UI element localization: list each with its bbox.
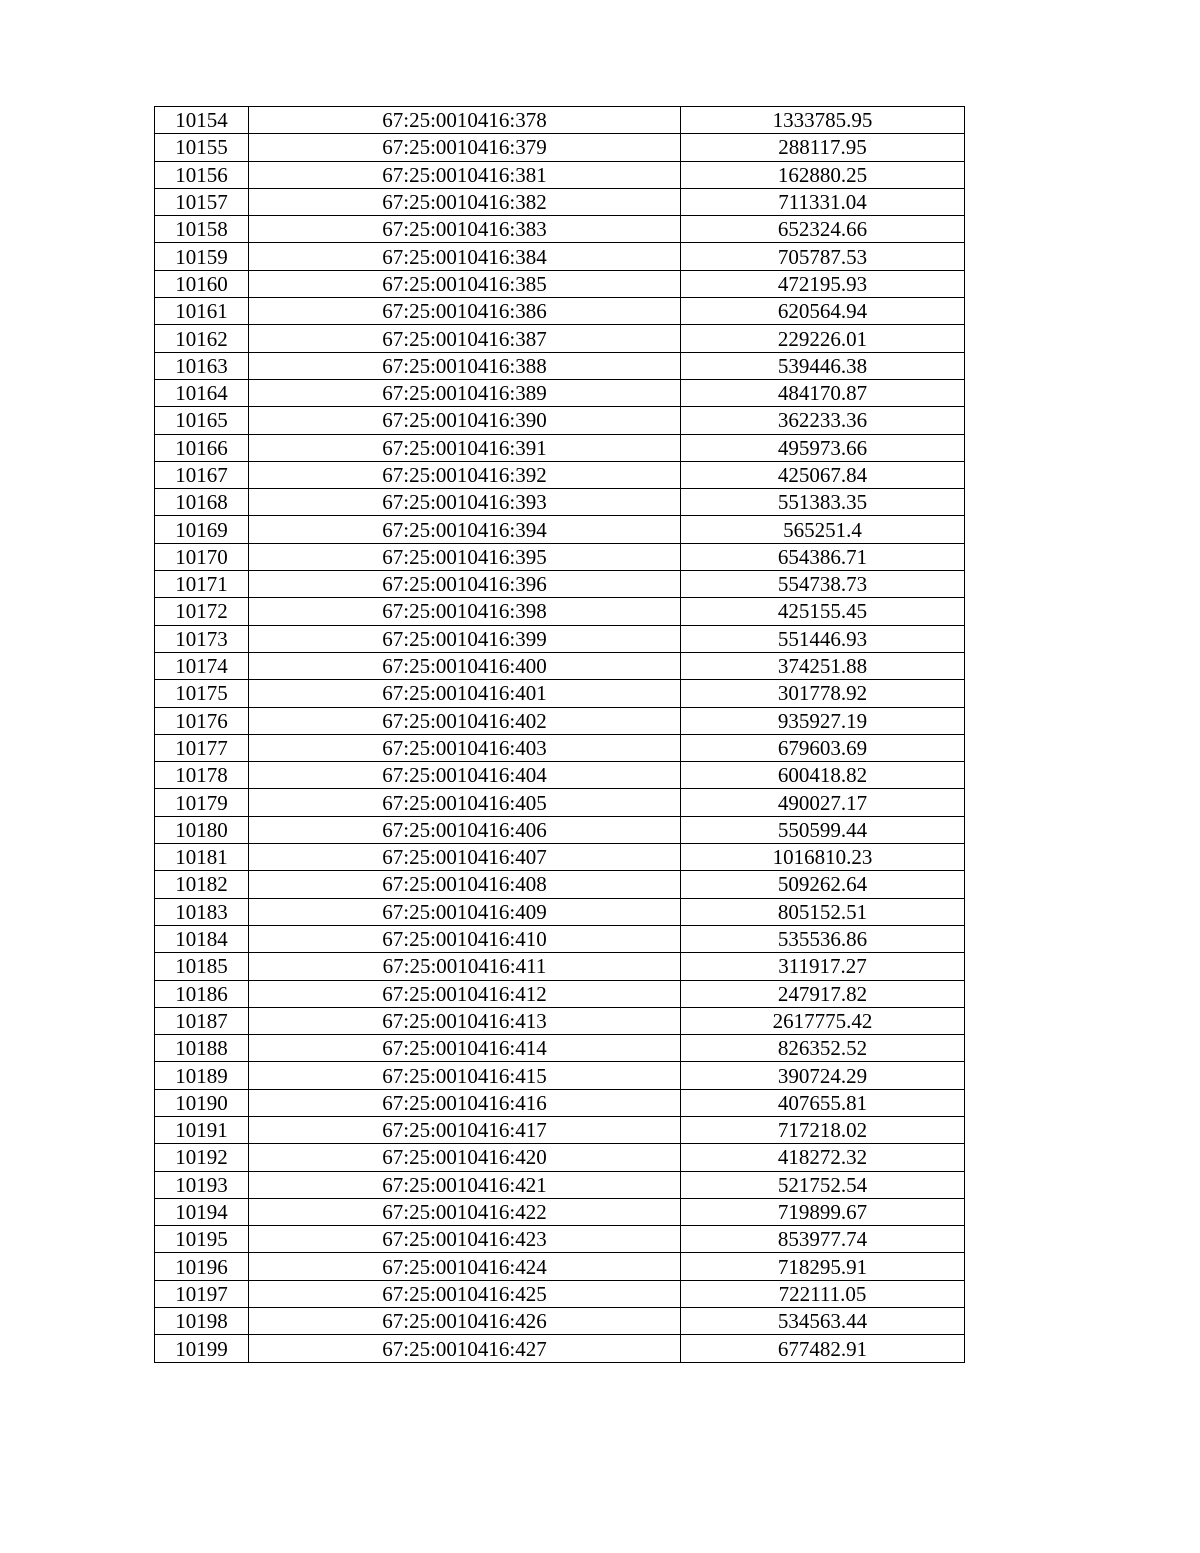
table-row: [155, 598, 965, 625]
table-row: [155, 434, 965, 461]
table-row: [155, 789, 965, 816]
table-row: [155, 1253, 965, 1280]
value-cell: 677482.91: [681, 1335, 965, 1362]
value-cell: 490027.17: [681, 789, 965, 816]
row-number-cell: 10160: [155, 270, 249, 297]
value-cell: 550599.44: [681, 816, 965, 843]
cadastral-number-cell: 67:25:0010416:416: [249, 1089, 681, 1116]
cadastral-number-cell: 67:25:0010416:378: [249, 107, 681, 134]
table-row: [155, 1280, 965, 1307]
cadastral-number-cell: 67:25:0010416:395: [249, 543, 681, 570]
value-cell: 472195.93: [681, 270, 965, 297]
cadastral-number-cell: 67:25:0010416:413: [249, 1007, 681, 1034]
row-number-cell: 10170: [155, 543, 249, 570]
cadastral-number-cell: 67:25:0010416:412: [249, 980, 681, 1007]
row-number-cell: 10185: [155, 953, 249, 980]
value-cell: 719899.67: [681, 1198, 965, 1225]
value-cell: 535536.86: [681, 925, 965, 952]
table-row: [155, 1226, 965, 1253]
table-row: [155, 1035, 965, 1062]
table-row: [155, 161, 965, 188]
value-cell: 705787.53: [681, 243, 965, 270]
table-row: [155, 107, 965, 134]
row-number-cell: 10191: [155, 1116, 249, 1143]
value-cell: 600418.82: [681, 762, 965, 789]
cadastral-number-cell: 67:25:0010416:379: [249, 134, 681, 161]
table-row: [155, 980, 965, 1007]
row-number-cell: 10168: [155, 489, 249, 516]
table-row: [155, 1144, 965, 1171]
cadastral-number-cell: 67:25:0010416:420: [249, 1144, 681, 1171]
table-row: [155, 243, 965, 270]
cadastral-number-cell: 67:25:0010416:399: [249, 625, 681, 652]
cadastral-number-cell: 67:25:0010416:392: [249, 461, 681, 488]
row-number-cell: 10178: [155, 762, 249, 789]
row-number-cell: 10157: [155, 188, 249, 215]
value-cell: 521752.54: [681, 1171, 965, 1198]
row-number-cell: 10166: [155, 434, 249, 461]
cadastral-number-cell: 67:25:0010416:406: [249, 816, 681, 843]
row-number-cell: 10175: [155, 680, 249, 707]
value-cell: 311917.27: [681, 953, 965, 980]
table-row: [155, 216, 965, 243]
value-cell: 853977.74: [681, 1226, 965, 1253]
cadastral-number-cell: 67:25:0010416:409: [249, 898, 681, 925]
table-row: [155, 489, 965, 516]
table-row: [155, 707, 965, 734]
value-cell: 1016810.23: [681, 844, 965, 871]
cadastral-number-cell: 67:25:0010416:382: [249, 188, 681, 215]
cadastral-number-cell: 67:25:0010416:427: [249, 1335, 681, 1362]
cadastral-number-cell: 67:25:0010416:421: [249, 1171, 681, 1198]
table-row: [155, 1062, 965, 1089]
value-cell: 288117.95: [681, 134, 965, 161]
row-number-cell: 10190: [155, 1089, 249, 1116]
table-row: [155, 953, 965, 980]
value-cell: 539446.38: [681, 352, 965, 379]
table-row: [155, 625, 965, 652]
cadastral-number-cell: 67:25:0010416:386: [249, 298, 681, 325]
value-cell: 722111.05: [681, 1280, 965, 1307]
table-row: [155, 871, 965, 898]
value-cell: 390724.29: [681, 1062, 965, 1089]
cadastral-number-cell: 67:25:0010416:393: [249, 489, 681, 516]
table-row: [155, 1089, 965, 1116]
table-row: [155, 407, 965, 434]
data-table: [154, 106, 965, 1363]
row-number-cell: 10154: [155, 107, 249, 134]
table-row: [155, 379, 965, 406]
row-number-cell: 10163: [155, 352, 249, 379]
cadastral-number-cell: 67:25:0010416:411: [249, 953, 681, 980]
cadastral-number-cell: 67:25:0010416:410: [249, 925, 681, 952]
row-number-cell: 10179: [155, 789, 249, 816]
value-cell: 484170.87: [681, 379, 965, 406]
value-cell: 362233.36: [681, 407, 965, 434]
cadastral-number-cell: 67:25:0010416:381: [249, 161, 681, 188]
value-cell: 679603.69: [681, 734, 965, 761]
cadastral-number-cell: 67:25:0010416:402: [249, 707, 681, 734]
value-cell: 718295.91: [681, 1253, 965, 1280]
table-row: [155, 652, 965, 679]
value-cell: 425067.84: [681, 461, 965, 488]
table-row: [155, 352, 965, 379]
cadastral-number-cell: 67:25:0010416:391: [249, 434, 681, 461]
row-number-cell: 10199: [155, 1335, 249, 1362]
table-row: [155, 1335, 965, 1362]
cadastral-number-cell: 67:25:0010416:422: [249, 1198, 681, 1225]
table-row: [155, 844, 965, 871]
value-cell: 2617775.42: [681, 1007, 965, 1034]
table-row: [155, 680, 965, 707]
table-row: [155, 1308, 965, 1335]
row-number-cell: 10158: [155, 216, 249, 243]
cadastral-number-cell: 67:25:0010416:384: [249, 243, 681, 270]
value-cell: 711331.04: [681, 188, 965, 215]
row-number-cell: 10188: [155, 1035, 249, 1062]
table-row: [155, 134, 965, 161]
cadastral-number-cell: 67:25:0010416:389: [249, 379, 681, 406]
table-row: [155, 188, 965, 215]
row-number-cell: 10187: [155, 1007, 249, 1034]
table-row: [155, 925, 965, 952]
cadastral-number-cell: 67:25:0010416:404: [249, 762, 681, 789]
table-body: [155, 107, 965, 1363]
value-cell: 826352.52: [681, 1035, 965, 1062]
cadastral-number-cell: 67:25:0010416:414: [249, 1035, 681, 1062]
value-cell: 551446.93: [681, 625, 965, 652]
cadastral-number-cell: 67:25:0010416:405: [249, 789, 681, 816]
row-number-cell: 10174: [155, 652, 249, 679]
cadastral-number-cell: 67:25:0010416:383: [249, 216, 681, 243]
value-cell: 495973.66: [681, 434, 965, 461]
cadastral-number-cell: 67:25:0010416:387: [249, 325, 681, 352]
row-number-cell: 10164: [155, 379, 249, 406]
cadastral-number-cell: 67:25:0010416:424: [249, 1253, 681, 1280]
table-row: [155, 270, 965, 297]
value-cell: 418272.32: [681, 1144, 965, 1171]
value-cell: 407655.81: [681, 1089, 965, 1116]
row-number-cell: 10181: [155, 844, 249, 871]
row-number-cell: 10193: [155, 1171, 249, 1198]
row-number-cell: 10177: [155, 734, 249, 761]
row-number-cell: 10189: [155, 1062, 249, 1089]
table-row: [155, 1007, 965, 1034]
table-row: [155, 571, 965, 598]
row-number-cell: 10162: [155, 325, 249, 352]
value-cell: 654386.71: [681, 543, 965, 570]
row-number-cell: 10169: [155, 516, 249, 543]
cadastral-number-cell: 67:25:0010416:388: [249, 352, 681, 379]
row-number-cell: 10198: [155, 1308, 249, 1335]
row-number-cell: 10156: [155, 161, 249, 188]
cadastral-number-cell: 67:25:0010416:403: [249, 734, 681, 761]
row-number-cell: 10197: [155, 1280, 249, 1307]
cadastral-number-cell: 67:25:0010416:394: [249, 516, 681, 543]
value-cell: 717218.02: [681, 1116, 965, 1143]
row-number-cell: 10196: [155, 1253, 249, 1280]
row-number-cell: 10165: [155, 407, 249, 434]
table-row: [155, 1171, 965, 1198]
table-row: [155, 543, 965, 570]
table-row: [155, 762, 965, 789]
cadastral-number-cell: 67:25:0010416:401: [249, 680, 681, 707]
value-cell: 301778.92: [681, 680, 965, 707]
cadastral-number-cell: 67:25:0010416:407: [249, 844, 681, 871]
row-number-cell: 10192: [155, 1144, 249, 1171]
value-cell: 554738.73: [681, 571, 965, 598]
row-number-cell: 10171: [155, 571, 249, 598]
row-number-cell: 10167: [155, 461, 249, 488]
value-cell: 620564.94: [681, 298, 965, 325]
cadastral-number-cell: 67:25:0010416:408: [249, 871, 681, 898]
value-cell: 247917.82: [681, 980, 965, 1007]
row-number-cell: 10184: [155, 925, 249, 952]
row-number-cell: 10194: [155, 1198, 249, 1225]
row-number-cell: 10182: [155, 871, 249, 898]
row-number-cell: 10176: [155, 707, 249, 734]
cadastral-number-cell: 67:25:0010416:417: [249, 1116, 681, 1143]
value-cell: 229226.01: [681, 325, 965, 352]
row-number-cell: 10161: [155, 298, 249, 325]
value-cell: 935927.19: [681, 707, 965, 734]
row-number-cell: 10159: [155, 243, 249, 270]
cadastral-number-cell: 67:25:0010416:425: [249, 1280, 681, 1307]
row-number-cell: 10186: [155, 980, 249, 1007]
table-row: [155, 1198, 965, 1225]
value-cell: 534563.44: [681, 1308, 965, 1335]
cadastral-number-cell: 67:25:0010416:398: [249, 598, 681, 625]
value-cell: 652324.66: [681, 216, 965, 243]
cadastral-number-cell: 67:25:0010416:400: [249, 652, 681, 679]
table-row: [155, 298, 965, 325]
value-cell: 509262.64: [681, 871, 965, 898]
cadastral-number-cell: 67:25:0010416:385: [249, 270, 681, 297]
value-cell: 1333785.95: [681, 107, 965, 134]
row-number-cell: 10173: [155, 625, 249, 652]
row-number-cell: 10172: [155, 598, 249, 625]
row-number-cell: 10180: [155, 816, 249, 843]
value-cell: 551383.35: [681, 489, 965, 516]
cadastral-number-cell: 67:25:0010416:423: [249, 1226, 681, 1253]
table-row: [155, 734, 965, 761]
cadastral-number-cell: 67:25:0010416:390: [249, 407, 681, 434]
value-cell: 425155.45: [681, 598, 965, 625]
value-cell: 565251.4: [681, 516, 965, 543]
row-number-cell: 10195: [155, 1226, 249, 1253]
table-row: [155, 898, 965, 925]
value-cell: 162880.25: [681, 161, 965, 188]
row-number-cell: 10183: [155, 898, 249, 925]
table-row: [155, 516, 965, 543]
table-row: [155, 816, 965, 843]
row-number-cell: 10155: [155, 134, 249, 161]
table-row: [155, 461, 965, 488]
table-row: [155, 1116, 965, 1143]
cadastral-number-cell: 67:25:0010416:396: [249, 571, 681, 598]
value-cell: 805152.51: [681, 898, 965, 925]
table-row: [155, 325, 965, 352]
cadastral-number-cell: 67:25:0010416:426: [249, 1308, 681, 1335]
value-cell: 374251.88: [681, 652, 965, 679]
cadastral-number-cell: 67:25:0010416:415: [249, 1062, 681, 1089]
